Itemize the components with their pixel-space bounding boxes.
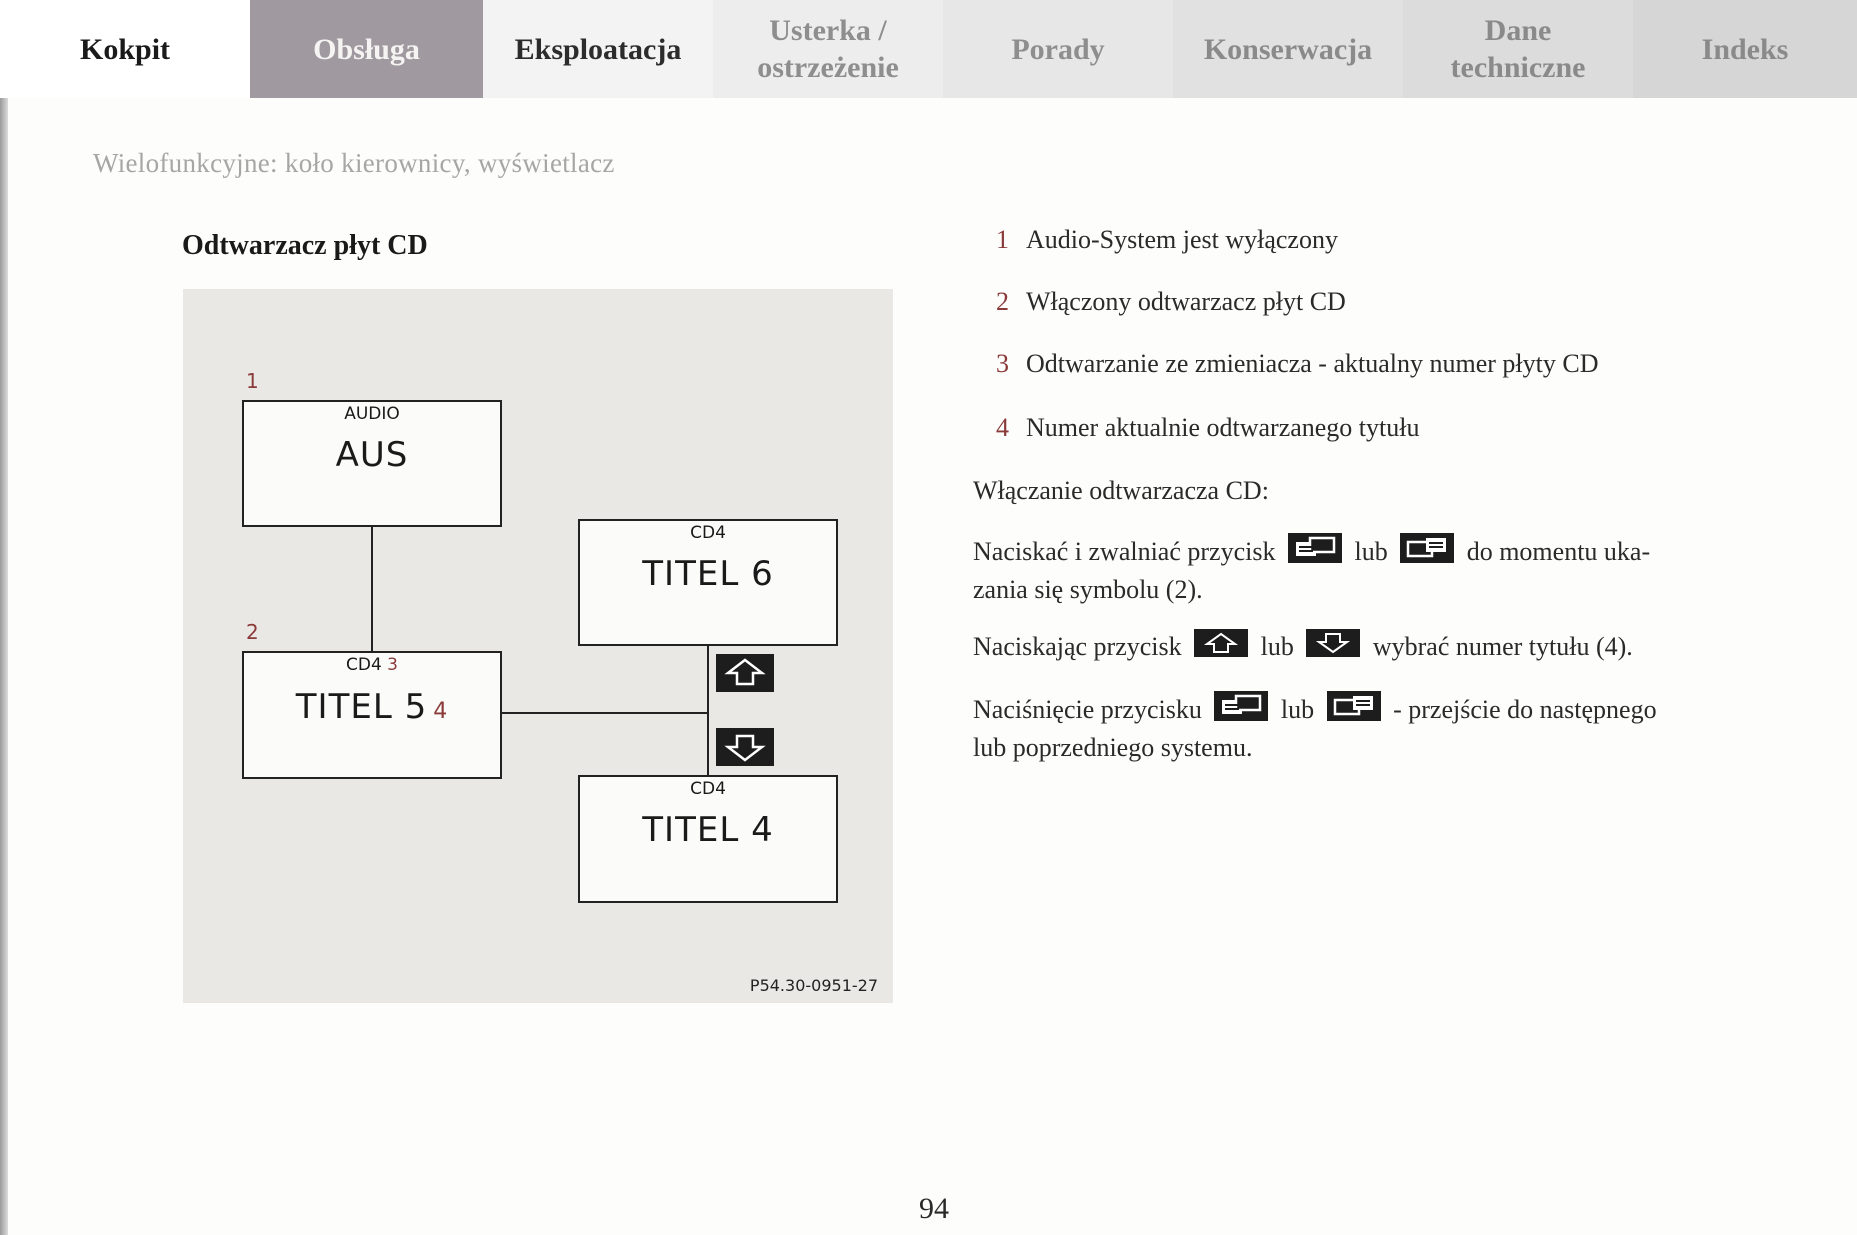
- page-edge-shadow: [0, 95, 8, 1235]
- tab-porady[interactable]: Porady: [943, 0, 1173, 98]
- legend-item-2: 2 Włączony odtwarzacz płyt CD: [996, 287, 1346, 316]
- marker-3: 3: [387, 655, 398, 675]
- tab-usterka-ostrzezenie[interactable]: Usterka / ostrzeżenie: [713, 0, 943, 98]
- breadcrumb: Wielofunkcyjne: koło kierownicy, wyświetlacz: [93, 148, 615, 178]
- tab-konserwacja[interactable]: Konserwacja: [1173, 0, 1403, 98]
- instructions-heading: Włączanie odtwarzacza CD:: [973, 476, 1269, 505]
- section-title: Odtwarzacz płyt CD: [182, 230, 428, 261]
- tab-indeks[interactable]: Indeks: [1633, 0, 1857, 98]
- display-next-key-icon: [1288, 533, 1342, 571]
- display-next-title: CD4 TITEL 6: [578, 519, 838, 646]
- tab-kokpit[interactable]: Kokpit: [0, 0, 250, 98]
- display-next-key-icon: [1214, 691, 1268, 729]
- figure-code: P54.30-0951-27: [749, 976, 878, 995]
- instruction-paragraph-3: Naciśnięcie przycisku lub - przejście do następnego lub poprzedniego systemu.: [973, 693, 1713, 764]
- arrow-down-key-icon: [716, 728, 774, 766]
- chapter-tab-bar: [0, 0, 1857, 98]
- legend-item-3: 3 Odtwarzanie ze zmieniacza - aktualny numer płyty CD: [996, 349, 1599, 378]
- arrow-up-key-icon: [1194, 629, 1248, 665]
- tab-eksploatacja[interactable]: Eksploatacja: [483, 0, 713, 98]
- marker-1: 1: [246, 369, 259, 393]
- page-number: 94: [919, 1192, 949, 1225]
- legend-item-4: 4 Numer aktualnie odtwarzanego tytułu: [996, 413, 1420, 442]
- display-current-title: CD4 3 TITEL 5 4: [242, 651, 502, 779]
- instruction-paragraph-2: Naciskając przycisk lub wybrać numer tytułu (4).: [973, 630, 1733, 667]
- arrow-up-key-icon: [716, 654, 774, 692]
- arrow-down-key-icon: [1306, 629, 1360, 665]
- marker-4: 4: [433, 699, 449, 724]
- legend-item-1: 1 Audio-System jest wyłączony: [996, 225, 1338, 254]
- tab-dane-techniczne[interactable]: Dane techniczne: [1403, 0, 1633, 98]
- display-prev-key-icon: [1327, 691, 1381, 729]
- tab-obsluga[interactable]: Obsługa: [250, 0, 483, 98]
- display-prev-key-icon: [1400, 533, 1454, 571]
- marker-2: 2: [246, 620, 259, 644]
- display-audio-off: AUDIO AUS: [242, 400, 502, 527]
- cd-player-diagram: [183, 289, 893, 1003]
- display-prev-title: CD4 TITEL 4: [578, 775, 838, 903]
- instruction-paragraph-1: Naciskać i zwalniać przycisk lub do momentu uka- zania się symbolu (2).: [973, 535, 1713, 606]
